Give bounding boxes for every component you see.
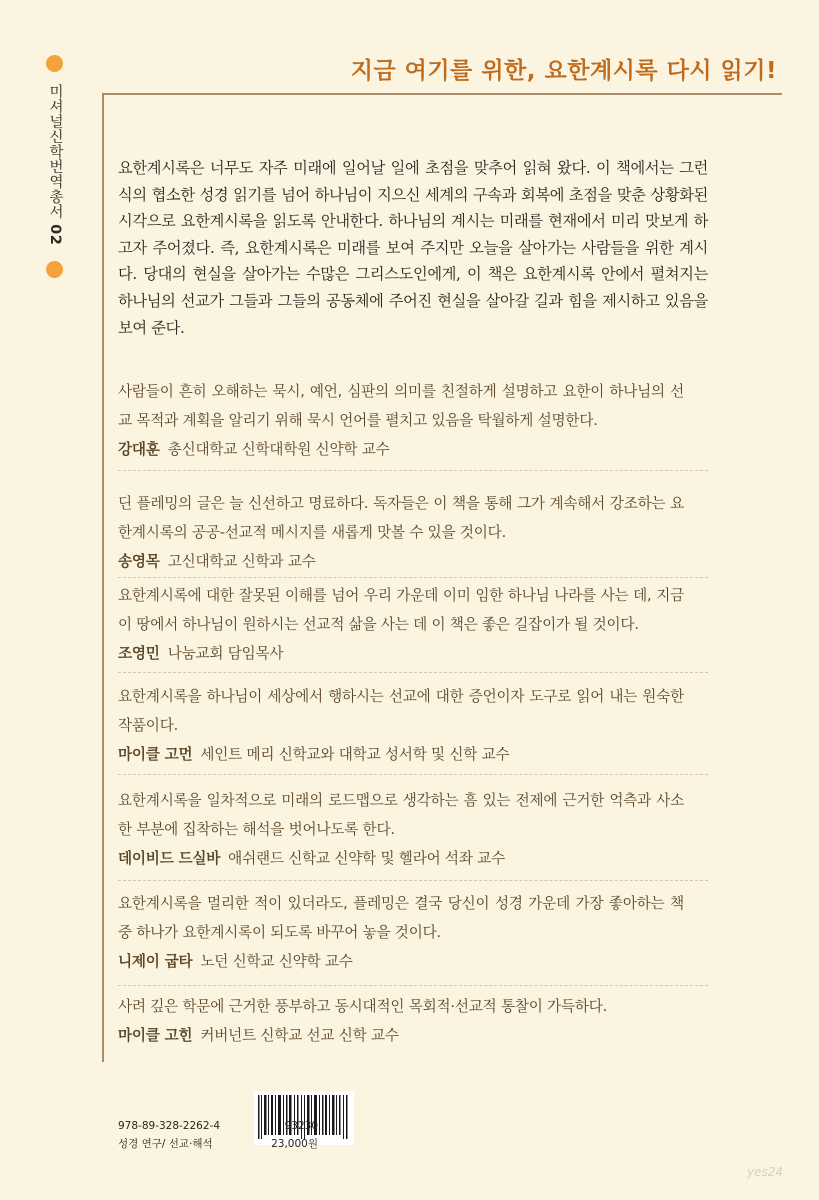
tagline: 지금 여기를 위한, 요한계시록 다시 읽기! [350, 58, 777, 84]
review-author [118, 436, 684, 465]
review-separator [118, 985, 708, 986]
imprint-row-category [118, 1135, 318, 1153]
review-text: 딘 플레밍의 글은 늘 신선하고 명료하다. 독자들은 이 책을 통해 그가 계속해서 강조하는 요한계시록의 공공-선교적 메시지를 새롭게 맛볼 수 있을 것이다. [118, 495, 684, 541]
watermark: yes24 [746, 1165, 783, 1179]
spine-dot-top [46, 55, 63, 72]
review-6 [118, 890, 684, 976]
reviewer-name: 니제이 굽타 [118, 952, 193, 970]
review-text: 사람들이 흔히 오해하는 묵시, 예언, 심판의 의미를 친절하게 설명하고 요한이 하나님의 선교 목적과 계획을 알리기 위해 묵시 언어를 펼치고 있음을 탁월하게 설명한다. [118, 383, 684, 429]
imprint-block [118, 1117, 318, 1153]
review-2 [118, 490, 684, 576]
reviewer-name: 조영민 [118, 644, 160, 662]
review-separator [118, 672, 708, 673]
review-5 [118, 787, 684, 873]
review-author [118, 741, 684, 770]
review-7 [118, 993, 684, 1051]
frame-vertical-line [102, 94, 104, 1062]
review-author [118, 845, 684, 874]
review-author [118, 548, 684, 577]
reviewer-name: 마이클 고힌 [118, 1026, 193, 1044]
spine-dot-bottom [46, 261, 63, 278]
review-3 [118, 582, 684, 668]
price: 23,000원 [271, 1138, 318, 1150]
reviewer-name: 송영목 [118, 552, 160, 570]
reviewer-affiliation: 애쉬랜드 신학교 신약학 및 헬라어 석좌 교수 [228, 849, 505, 867]
review-text: 요한계시록을 일차적으로 미래의 로드맵으로 생각하는 흠 있는 전제에 근거한 억측과 사소한 부분에 집착하는 해석을 벗어나도록 한다. [118, 792, 684, 838]
intro-paragraph: 요한계시록은 너무도 자주 미래에 일어날 일에 초점을 맞추어 읽혀 왔다. 이 책에서는 그런 식의 협소한 성경 읽기를 넘어 하나님이 지으신 세계의 구속과 회복에 초점을 맞춘 상황화된 시각으로 요한계시록을 읽도록 안내한다. 하나님의 계시는 미래를 현재에서 미리 맛보게 하고자 주어졌다. 즉, 요한계시록은 미래를 보여 주지만 오늘을 살아가는 사람들을 위한 계시다. 당대의 현실을 살아가는 수많은 그리스도인에게, 이 책은 요한계시록 안에서 펼쳐지는 하나님의 선교가 그들과 그들의 공동체에 주어진 현실을 살아갈 길과 힘을 제시하고 있음을 보여 준다. [118, 159, 708, 337]
review-text: 사려 깊은 학문에 근거한 풍부하고 동시대적인 목회적·선교적 통찰이 가득하다. [118, 998, 608, 1015]
review-1 [118, 378, 684, 464]
reviewer-name: 데이비드 드실바 [118, 849, 221, 867]
review-author [118, 948, 684, 977]
review-text: 요한계시록에 대한 잘못된 이해를 넘어 우리 가운데 이미 임한 하나님 나라를 사는 데, 지금 이 땅에서 하나님이 원하시는 선교적 삶을 사는 데 이 책은 좋은 길잡이가 될 것이다. [118, 587, 684, 633]
review-separator [118, 880, 708, 881]
series-name: 미셔널신학번역총서 [47, 84, 63, 219]
isbn: 978-89-328-2262-4 [118, 1120, 221, 1132]
reviewer-affiliation: 커버넌트 신학교 선교 신학 교수 [200, 1026, 399, 1044]
reviewer-affiliation: 나눔교회 담임목사 [167, 644, 284, 662]
frame-horizontal-line [102, 93, 782, 95]
imprint-row-isbn [118, 1117, 318, 1135]
reviewer-affiliation: 고신대학교 신학과 교수 [167, 552, 316, 570]
review-separator [118, 774, 708, 775]
series-number: 02 [47, 224, 63, 246]
series-label [44, 84, 66, 252]
review-separator [118, 470, 708, 471]
reviewer-name: 마이클 고먼 [118, 745, 193, 763]
reviewer-name: 강대훈 [118, 440, 160, 458]
reviewer-affiliation: 노던 신학교 신약학 교수 [200, 952, 353, 970]
review-separator [118, 577, 708, 578]
review-text: 요한계시록을 하나님이 세상에서 행하시는 선교에 대한 증언이자 도구로 읽어 내는 원숙한 작품이다. [118, 688, 684, 734]
review-4 [118, 683, 684, 769]
isbn-addon: 93230 [284, 1120, 318, 1132]
review-author [118, 640, 684, 669]
category: 성경 연구/ 선교·해석 [118, 1138, 213, 1150]
reviewer-affiliation: 세인트 메리 신학교와 대학교 성서학 및 신학 교수 [200, 745, 510, 763]
reviewer-affiliation: 총신대학교 신학대학원 신약학 교수 [167, 440, 390, 458]
review-author [118, 1022, 684, 1051]
review-text: 요한계시록을 멀리한 적이 있더라도, 플레밍은 결국 당신이 성경 가운데 가장 좋아하는 책 중 하나가 요한계시록이 되도록 바꾸어 놓을 것이다. [118, 895, 684, 941]
